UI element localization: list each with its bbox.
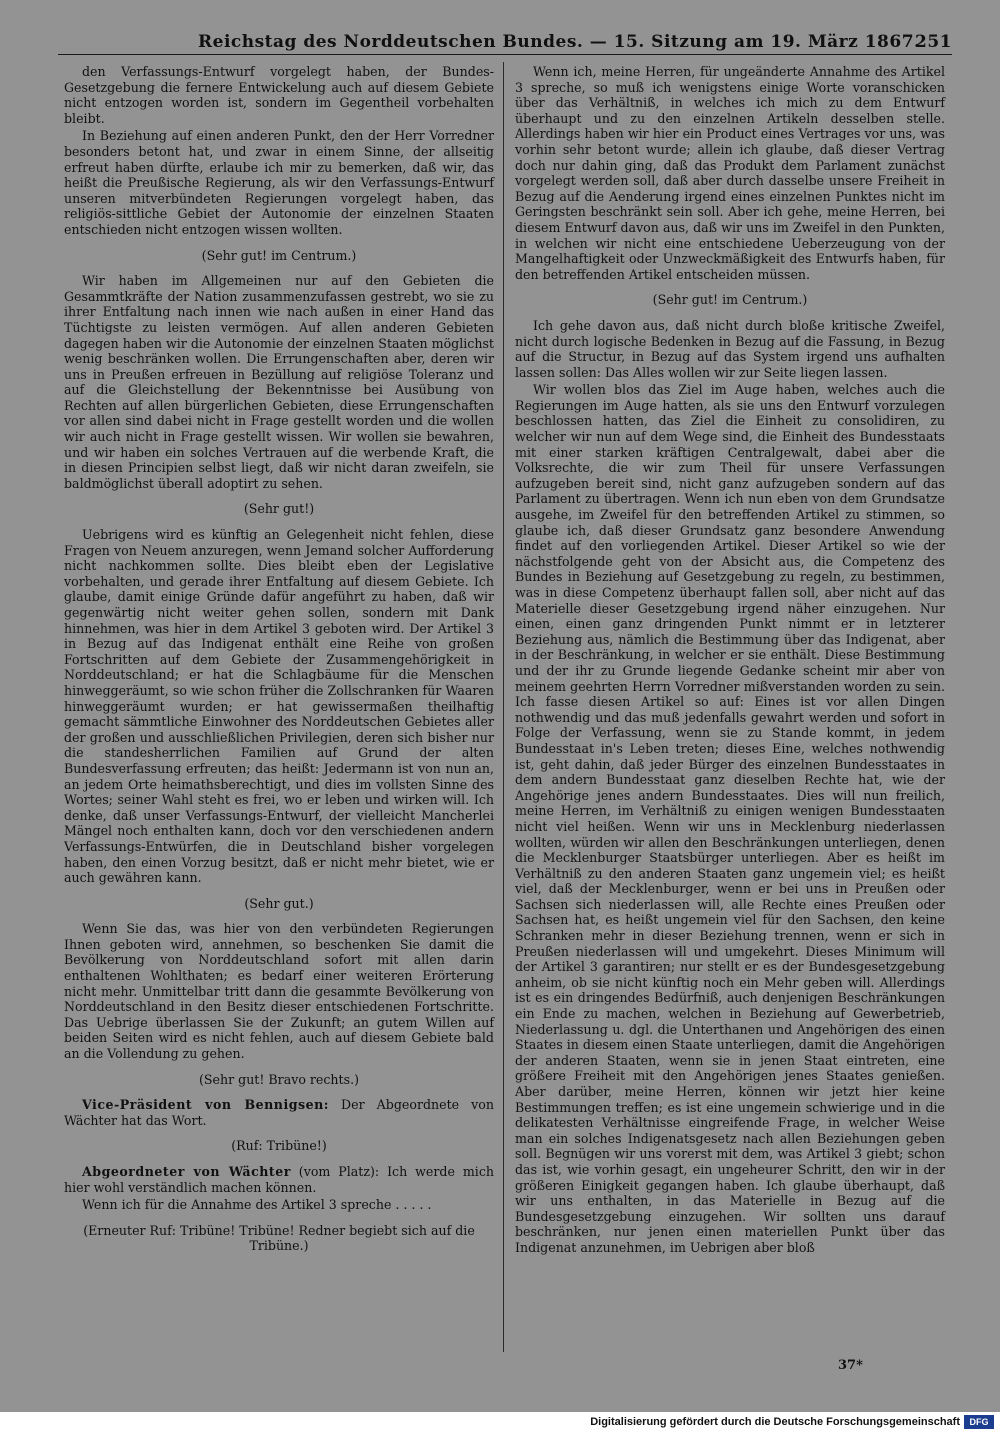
page-number: 251: [915, 32, 952, 52]
paragraph: Wenn ich, meine Herren, für ungeänderte Annahme des Artikel 3 spreche, so muß ich wenigstens einige Worte voranschicken über das Verhältniß, in welches ich mich zu dem Entwurf überhaupt und zu den einzelnen Artikeln desselben stelle. Allerdings haben wir hier ein Product eines Vertrages vor uns, was vorhin sehr betont wurde; allein ich glaube, daß dieser Vertrag doch nur dahin ging, daß das Produkt dem Parlament zunächst vorgelegt werden soll, daß aber durch dasselbe unsere Freiheit in Bezug auf die Aenderung irgend eines einzelnen Punktes nicht im Geringsten beschränkt sein soll. Aber ich gehe, meine Herren, bei diesem Entwurf davon aus, daß wir uns im Zweifel in den Punkten, in welchen wir nicht eine entschiedene Ueberzeugung von der Mangelhaftigkeit oder Unzweckmäßigkeit des Entwurfs haben, für den betreffenden Artikel entscheiden müssen.: [515, 64, 945, 282]
paragraph: Wenn Sie das, was hier von den verbündeten Regierungen Ihnen geboten wird, annehmen, so beschenken Sie damit die Bevölkerung von Norddeutschland sofort mit allen darin enthaltenen Wohlthaten; es bedarf einer weiteren Erörterung nicht mehr. Unmittelbar tritt dann die gesammte Bevölkerung von Norddeutschland in den Besitz dieser entschiedenen Fortschritte. Das Uebrige überlassen Sie der Zukunft; an gutem Willen auf beiden Seiten wird es nicht fehlen, auch auf diesem Gebiete bald an die Vollendung zu gehen.: [64, 921, 494, 1062]
interjection: (Sehr gut! im Centrum.): [652, 292, 808, 308]
paragraph: In Beziehung auf einen anderen Punkt, den der Herr Vorredner besonders betont hat, und zwar in einem Sinne, der allseitig erfreut haben dürfte, erlaube ich mir zu bemerken, daß wir, das heißt die Preußische Regierung, als wir den Verfassungs-Entwurf unseren mitverbündeten Regierungen vorgelegt haben, das religiös-sittliche Gebiet der Autonomie der einzelnen Staaten entschieden nicht entzogen wissen wollten.: [64, 128, 494, 237]
right-column: [515, 64, 945, 1258]
speech-text: (vom Platz): Ich werde mich hier wohl verständlich machen können.: [64, 1164, 494, 1195]
paragraph: den Verfassungs-Entwurf vorgelegt haben, der Bundes-Gesetzgebung die fernere Entwickelung auch auf diesem Gebiete nicht entzogen worden ist, sondern im Gegentheil vorbehalten bleibt.: [64, 64, 494, 126]
header-title: Reichstag des Norddeutschen Bundes. — 15. Sitzung am 19. März 1867.: [198, 32, 921, 52]
running-header: [58, 30, 952, 55]
interjection: (Erneuter Ruf: Tribüne! Tribüne! Redner begiebt sich auf die Tribüne.): [83, 1222, 475, 1254]
paragraph: Ich gehe davon aus, daß nicht durch bloße kritische Zweifel, nicht durch logische Bedenken in Bezug auf die Fassung, in Bezug auf die Structur, in Bezug auf das System irgend uns aufhalten lassen sollen: Das Alles wollen wir zur Seite liegen lassen.: [515, 317, 945, 380]
dfg-logo: DFG: [964, 1415, 994, 1429]
signature-mark: 37*: [838, 1358, 863, 1373]
funding-note: Digitalisierung gefördert durch die Deutsche Forschungsgemeinschaft: [590, 1416, 960, 1428]
interjection: (Sehr gut! im Centrum.): [201, 247, 357, 263]
interjection: (Sehr gut!): [243, 501, 315, 517]
speaker-name: Abgeordneter von Wächter: [82, 1164, 291, 1179]
left-column: [64, 64, 494, 1264]
interjection: (Sehr gut! Bravo rechts.): [199, 1071, 359, 1087]
speech-paragraph: [64, 1164, 494, 1195]
paragraph: Wenn ich für die Annahme des Artikel 3 spreche . . . . .: [82, 1197, 432, 1213]
speaker-name: Vice-Präsident von Bennigsen:: [82, 1097, 329, 1113]
interjection: (Ruf: Tribüne!): [231, 1138, 327, 1154]
speech-paragraph: [64, 1097, 494, 1128]
paragraph: Wir haben im Allgemeinen nur auf den Gebieten die Gesammtkräfte der Nation zusammenzufassen gestrebt, wo sie zu ihrer Entfaltung nach innen wie nach außen in einer Hand das Tüchtigste zu leisten vermögen. Auf allen anderen Gebieten dagegen haben wir die Autonomie der einzelnen Staaten möglichst wenig beschränken wollen. Die Errungenschaften aber, deren wir uns in Preußen erfreuen in Bezüllung auf religiöse Toleranz und auf die Gleichstellung der Bekenntnisse bei Ausübung von Rechten auf allen bürgerlichen Gebieten, diese Errungenschaften vor allen sind dabei nicht in Frage gestellt worden und die wollen wir auch nicht in Frage gestellt wissen. Wir wollen sie bewahren, und wir haben ein solches Vertrauen auf die werbende Kraft, die in diesen Principien selbst liegt, daß wir nicht daran zweifeln, sie baldmöglichst überall adoptirt zu sehen.: [64, 273, 494, 491]
interjection: (Sehr gut.): [244, 895, 314, 911]
speech-text: Der Abgeordnete von Wächter hat das Wort.: [64, 1097, 494, 1128]
column-divider: [503, 62, 504, 1352]
paragraph: Wir wollen blos das Ziel im Auge haben, welches auch die Regierungen im Auge hatten, als sie uns den Entwurf vorzulegen beschlossen hatten, das Ziel die Einheit zu consolidiren, zu welcher wir nun auf dem Wege sind, die Einheit des Bundesstaats mit einer starken kräftigen Centralgewalt, dabei aber die Volksrechte, die wir zum Theil für unsere Verfassungen aufzugeben bereit sind, nicht ganz aufzugeben sondern auf das Parlament zu übertragen. Wenn ich nun eben von dem Grundsatze ausgehe, im Zweifel für den betreffenden Artikel zu stimmen, so glaube ich, daß dieser Grundsatz ganz besondere Anwendung findet auf den vorliegenden Artikel. Dieser Artikel so wie der nächstfolgende geht von der Absicht aus, die Competenz des Bundes in Beziehung auf Gesetzgebung zu regeln, zu bestimmen, was in diese Competenz überhaupt fallen soll, aber nicht auf das Materielle dieser Gesetzgebung irgend näher einzugehen. Nur einen, einen ganz dringenden Punkt nimmt er in letzterer Beziehung aus, nämlich die Bestimmung über das Indigenat, aber in der Beschränkung, in welcher er sie enthält. Diese Bestimmung und der ihr zu Grunde liegende Gedanke scheint mir aber von meinem geehrten Herrn Vorredner mißverstanden worden zu sein. Ich fasse diesen Artikel so auf: Eines ist vor allen Dingen nothwendig und das muß jedenfalls gewahrt werden und sofort in Folge der Verfassung, wenn sie zu Stande kommt, in jedem Bundesstaat in's Leben treten; dieses Eine, welches nothwendig ist, geht dahin, daß jeder Bürger des einzelnen Bundesstaates in dem andern Bundesstaat ganz dieselben Rechte hat, wie der Angehörige jenes andern Bundesstaates. Dies will nun freilich, meine Herren, im Verhältniß zu einigen wenigen Bundesstaaten nicht viel heißen. Wenn wir uns in Mecklenburg niederlassen wollten, würden wir allen den Beschränkungen unterliegen, denen die Mecklenburger Staatsbürger unterliegen. Aber es heißt im Verhältniß zu den anderen Staaten ganz ungemein viel; es heißt viel, daß der Mecklenburger, wenn er bei uns in Preußen oder Sachsen sich niederlassen will, alle Rechte eines Preußen oder Sachsen hat, es heißt ungemein viel für den Sachsen, den keine Schranken mehr in dieser Beziehung trennen, wenn er sich in Preußen niederlassen will und umgekehrt. Dieses Minimum will der Artikel 3 garantiren; nur stellt er es der Bundesgesetzgebung anheim, ob sie nicht künftig noch ein Mehr geben will. Allerdings ist es ein dringendes Bedürfniß, auch denjenigen Beschränkungen ein Ende zu machen, welchen in Beziehung auf Gewerbetrieb, Niederlassung u. dgl. die Unterthanen und Angehörigen des einen Staates in diesem einen Staate unterliegen, damit die Angehörigen der anderen Staaten, wenn sie in jenen Staat eintreten, eine größere Freiheit mit den Angehörigen jenes Staates genießen. Aber darüber, meine Herren, können wir jetzt hier keine Bestimmungen treffen; es ist eine ungemein schwierige und in die delikatesten Verhältnisse eingreifende Frage, in welcher Weise man ein solches Indigenatsgesetz nach allen Beziehungen geben soll. Begnügen wir uns vorerst mit dem, was Artikel 3 giebt; schon das ist, wie vorhin gesagt, ein ungeheurer Schritt, den wir in der größeren Einigkeit gegangen haben. Ich glaube überhaupt, daß wir uns enthalten, in das Materielle in Bezug auf die Bundesgesetzgebung einzugehen. Wir sollten uns darauf beschränken, nur jenen einen materiellen Punkt über das Indigenat anzunehmen, im Uebrigen aber bloß: [515, 382, 945, 1255]
footer-bar: [0, 1412, 1000, 1432]
paragraph: Uebrigens wird es künftig an Gelegenheit nicht fehlen, diese Fragen von Neuem anzuregen, wenn Jemand solcher Aufforderung nicht nachkommen sollte. Dies bleibt eben der Legislative vorbehalten, und gerade ihrer Entfaltung auf diesem Gebiete. Ich glaube, damit einige Gründe dafür angeführt zu haben, daß wir gegenwärtig nicht weiter gehen sollen, sondern mit Dank hinnehmen, was hier in dem Artikel 3 geboten wird. Der Artikel 3 in Bezug auf das Indigenat enthält eine Reihe von großen Fortschritten auf dem Gebiete der Zusammengehörigkeit in Norddeutschland; er hat die Schlagbäume für die Menschen hinweggeräumt, so wie schon früher die Zollschranken für Waaren hinweggeräumt wurden; er hat gewissermaßen theilhaftig gemacht sämmtliche Einwohner des Norddeutschen Gebietes aller der großen und ausschließlichen Privilegien, deren sich bisher nur die standesherrlichen Familien auf Grund der alten Bundesverfassung erfreuten; das heißt: Jedermann ist von nun an, an jedem Orte heimathsberechtigt, und dies im vollsten Sinne des Wortes; seiner Wahl steht es frei, wo er leben und wirken will. Ich denke, daß unser Verfassungs-Entwurf, der vielleicht Mancherlei Mängel noch enthalten kann, doch vor den verschiedenen andern Verfassungs-Entwürfen, die in Deutschland bisher vorgelegen haben, den einen Vorzug besitzt, daß er nicht mehr bietet, wie er auch gewähren kann.: [64, 527, 494, 886]
